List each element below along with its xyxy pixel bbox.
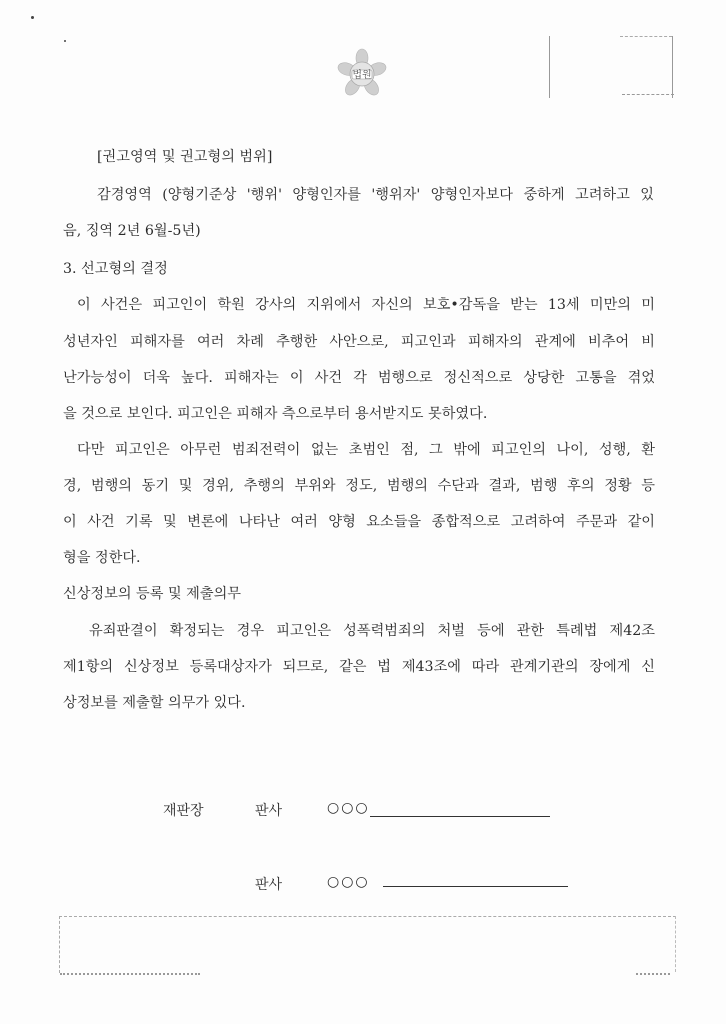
paragraph-line: 형을 정한다. <box>63 550 141 566</box>
court-emblem <box>336 48 388 100</box>
bottom-frame <box>59 916 676 973</box>
paragraph-line: 유죄판결이 확정되는 경우 피고인은 성폭력범죄의 처벌 등에 관한 특례법 제42조 <box>89 623 655 639</box>
bottom-frame-edge <box>675 916 676 972</box>
paragraph-line: 이 사건 기록 및 변론에 나타난 여러 양형 요소들을 종합적으로 고려하여 주문과 같이 <box>63 514 655 530</box>
scan-speck <box>64 40 66 42</box>
judge-title: 판사 <box>255 803 283 819</box>
footer-mark <box>636 973 670 975</box>
signature-line <box>383 886 568 887</box>
footer-mark <box>60 973 200 975</box>
paragraph-line: 성년자인 피해자를 여러 차례 추행한 사안으로, 피고인과 피해자의 관계에 비추어 비 <box>63 334 655 350</box>
paragraph-line: 이 사건은 피고인이 학원 강사의 지위에서 자신의 보호•감독을 받는 13세 미만의 미 <box>77 297 655 313</box>
scan-speck <box>31 16 34 19</box>
paragraph-line: 경, 범행의 동기 및 경위, 추행의 부위와 정도, 범행의 수단과 결과, 범행 후의 정황 등 <box>63 478 655 494</box>
recommended-range-line: 감경영역 (양형기준상 '행위' 양형인자를 '행위자' 양형인자보다 중하게 고려하고 있 <box>97 187 654 203</box>
judge-title: 판사 <box>255 877 283 893</box>
paragraph-line: 다만 피고인은 아무런 범죄전력이 없는 초범인 점, 그 밖에 피고인의 나이, 성행, 환 <box>77 442 655 458</box>
paragraph-line: 을 것으로 보인다. 피고인은 피해자 측으로부터 용서받지도 못하였다. <box>63 406 488 422</box>
stamp-box-top-mark <box>620 36 672 37</box>
recommended-range-line: 음, 징역 2년 6월-5년) <box>63 223 201 239</box>
judge-name-placeholder: ○○○ <box>327 874 370 890</box>
judge-name-placeholder: ○○○ <box>327 800 370 816</box>
emblem-label: 법원 <box>352 70 372 81</box>
recommended-range-heading: [권고영역 및 권고형의 범위] <box>97 149 273 165</box>
stamp-box <box>549 36 673 98</box>
presiding-judge-title: 재판장 <box>163 803 204 819</box>
paragraph-line: 상정보를 제출할 의무가 있다. <box>63 695 246 711</box>
paragraph-line: 제1항의 신상정보 등록대상자가 되므로, 같은 법 제43조에 따라 관계기관의 장에게 신 <box>63 659 655 675</box>
registration-duty-heading: 신상정보의 등록 및 제출의무 <box>63 586 241 602</box>
sentence-decision-heading: 3. 선고형의 결정 <box>63 261 168 277</box>
signature-line <box>370 816 550 817</box>
paragraph-line: 난가능성이 더욱 높다. 피해자는 이 사건 각 범행으로 정신적으로 상당한 고통을 겪었 <box>63 370 655 386</box>
stamp-box-bottom-mark <box>622 94 674 98</box>
